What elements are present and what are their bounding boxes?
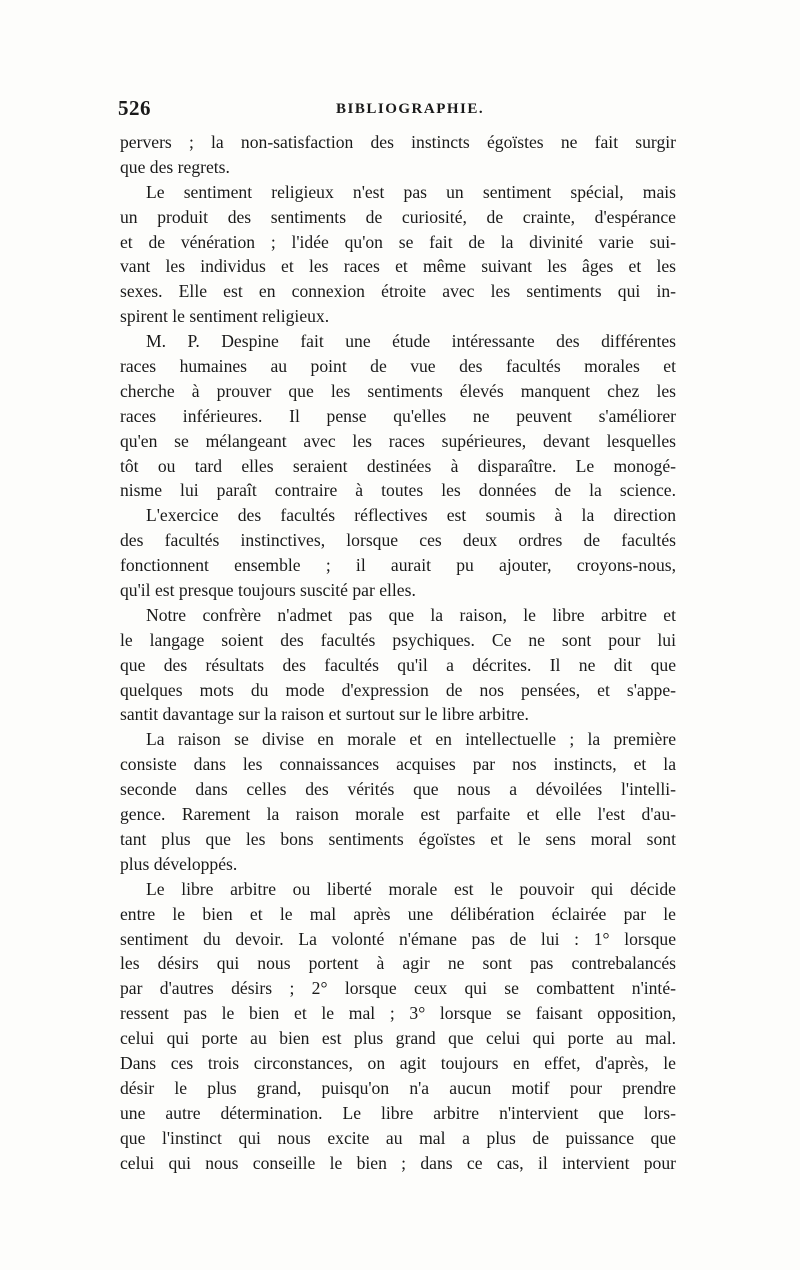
text-line: que des résultats des facultés qu'il a décrites. Il ne dit que (120, 654, 676, 675)
text-line: sexes. Elle est en connexion étroite avec les sentiments qui in- (120, 281, 676, 302)
text-line: Le libre arbitre ou liberté morale est le pouvoir qui décide (146, 878, 676, 899)
text-line: qu'en se mélangeant avec les races supérieures, devant lesquelles (120, 430, 676, 451)
text-line: un produit des sentiments de curiosité, de crainte, d'espérance (120, 206, 676, 227)
text-line: gence. Rarement la raison morale est parfaite et elle l'est d'au- (120, 804, 676, 825)
text-line: races humaines au point de vue des facultés morales et (120, 356, 676, 377)
text-line: les désirs qui nous portent à agir ne sont pas contrebalancés (120, 953, 676, 974)
text-line: que des regrets. (120, 156, 230, 177)
text-line: santit davantage sur la raison et surtout sur le libre arbitre. (120, 704, 529, 725)
text-line: qu'il est presque toujours suscité par elles. (120, 580, 416, 601)
text-line: plus développés. (120, 853, 238, 874)
text-line: Le sentiment religieux n'est pas un sentiment spécial, mais (146, 181, 676, 202)
text-line: cherche à prouver que les sentiments élevés manquent chez les (120, 380, 676, 401)
text-line: le langage soient des facultés psychiques. Ce ne sont pour lui (120, 629, 676, 650)
body-text (120, 130, 676, 1175)
running-head: BIBLIOGRAPHIE. (336, 101, 485, 117)
text-line: que l'instinct qui nous excite au mal a plus de puissance que (120, 1127, 676, 1148)
text-line: nisme lui paraît contraire à toutes les données de la science. (120, 480, 676, 501)
text-line: consiste dans les connaissances acquises par nos instincts, et la (120, 754, 676, 775)
text-line: races inférieures. Il pense qu'elles ne peuvent s'améliorer (120, 405, 676, 426)
text-line: celui qui porte au bien est plus grand que celui qui porte au mal. (120, 1028, 676, 1049)
page-number: 526 (118, 96, 151, 120)
text-line: ressent pas le bien et le mal ; 3° lorsque se faisant opposition, (120, 1003, 676, 1024)
text-line: sentiment du devoir. La volonté n'émane pas de lui : 1° lorsque (120, 928, 676, 949)
text-line: pervers ; la non-satisfaction des instincts égoïstes ne fait surgir (120, 132, 676, 152)
text-line: entre le bien et le mal après une délibération éclairée par le (120, 903, 676, 924)
text-line: La raison se divise en morale et en intellectuelle ; la première (146, 729, 676, 750)
text-line: des facultés instinctives, lorsque ces deux ordres de facultés (120, 530, 676, 551)
text-line: fonctionnent ensemble ; il aurait pu ajouter, croyons-nous, (120, 555, 676, 576)
text-line: tôt ou tard elles seraient destinées à disparaître. Le monogé- (120, 455, 676, 476)
text-line: vant les individus et les races et même suivant les âges et les (120, 256, 676, 277)
text-line: quelques mots du mode d'expression de nos pensées, et s'appe- (120, 679, 676, 700)
text-line: tant plus que les bons sentiments égoïstes et le sens moral sont (120, 828, 676, 849)
text-line: par d'autres désirs ; 2° lorsque ceux qui se combattent n'inté- (120, 978, 676, 999)
text-line: seconde dans celles des vérités que nous a dévoilées l'intelli- (120, 779, 676, 800)
text-line: celui qui nous conseille le bien ; dans ce cas, il intervient pour (120, 1152, 676, 1173)
text-line: Notre confrère n'admet pas que la raison, le libre arbitre et (146, 604, 676, 625)
text-line: L'exercice des facultés réflectives est soumis à la direction (146, 505, 676, 526)
page-header (118, 96, 678, 126)
text-line: et de vénération ; l'idée qu'on se fait de la divinité varie sui- (120, 231, 676, 252)
text-line: une autre détermination. Le libre arbitre n'intervient que lors- (120, 1102, 676, 1123)
text-line: spirent le sentiment religieux. (120, 306, 330, 327)
text-line: désir le plus grand, puisqu'on n'a aucun motif pour prendre (120, 1077, 676, 1098)
text-line: M. P. Despine fait une étude intéressante des différentes (146, 331, 676, 352)
text-line: Dans ces trois circonstances, on agit toujours en effet, d'après, le (120, 1052, 676, 1073)
